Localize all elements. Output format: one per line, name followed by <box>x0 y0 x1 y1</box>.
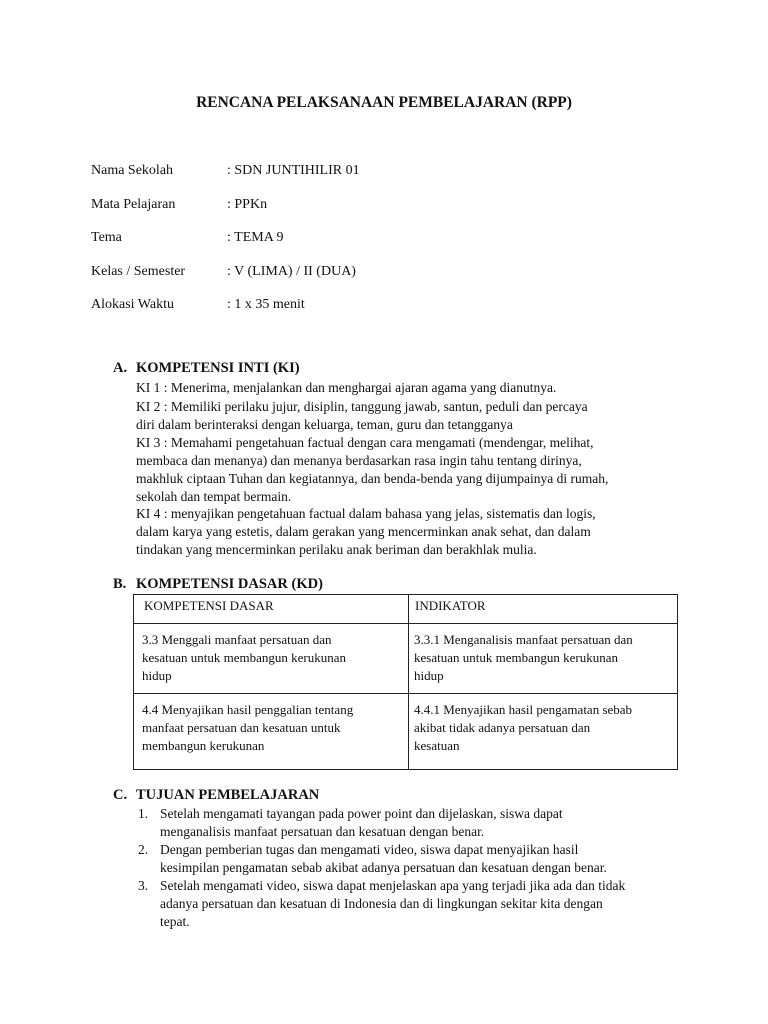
goal-line: Dengan pemberian tugas dan mengamati video, siswa dapat menyajikan hasil <box>160 842 579 857</box>
ki-line: membaca dan menanya) dan menanya berdasarkan rasa ingin tahu tentang dirinya, <box>136 453 582 468</box>
ki-line: KI 2 : Memiliki perilaku jujur, disiplin, tanggung jawab, santun, peduli dan percaya <box>136 399 588 414</box>
identity-label-theme: Tema <box>91 230 122 245</box>
table-cell-indicator: 3.3.1 Menganalisis manfaat persatuan dan <box>414 632 633 647</box>
goal-number: 3. <box>138 878 149 893</box>
identity-value-class: : V (LIMA) / II (DUA) <box>227 264 356 279</box>
identity-value-school: : SDN JUNTIHILIR 01 <box>227 163 360 178</box>
table-header-indicator: INDIKATOR <box>415 598 486 613</box>
table-cell-kd: hidup <box>142 668 172 683</box>
table-cell-kd: membangun kerukunan <box>142 738 265 753</box>
goal-line: adanya persatuan dan kesatuan di Indonesia dan di lingkungan sekitar kita dengan <box>160 896 603 911</box>
table-row-divider <box>134 693 677 694</box>
goal-line: kesimpilan pengamatan sebab akibat adanya persatuan dan kesatuan dengan benar. <box>160 860 607 875</box>
ki-line: makhluk ciptaan Tuhan dan kegiatannya, dan benda-benda yang dijumpainya di rumah, <box>136 471 609 486</box>
table-cell-indicator: 4.4.1 Menyajikan hasil pengamatan sebab <box>414 702 633 717</box>
ki-line: sekolah dan tempat bermain. <box>136 489 292 504</box>
identity-value-theme: : TEMA 9 <box>227 230 284 245</box>
table-cell-kd: 3.3 Menggali manfaat persatuan dan <box>142 632 332 647</box>
document-title: RENCANA PELAKSANAAN PEMBELAJARAN (RPP) <box>196 94 572 111</box>
ki-line: diri dalam berinteraksi dengan keluarga, teman, guru dan tetangganya <box>136 417 513 432</box>
identity-value-subject: : PPKn <box>227 197 268 212</box>
ki-line: KI 3 : Memahami pengetahuan factual dengan cara mengamati (mendengar, melihat, <box>136 435 594 450</box>
table-row-divider <box>134 623 677 624</box>
table-cell-kd: 4.4 Menyajikan hasil penggalian tentang <box>142 702 354 717</box>
table-cell-kd: manfaat persatuan dan kesatuan untuk <box>142 720 341 735</box>
table-cell-indicator: kesatuan untuk membangun kerukunan <box>414 650 618 665</box>
kd-table <box>133 594 678 770</box>
section-a-heading: KOMPETENSI INTI (KI) <box>136 360 300 376</box>
goal-line: tepat. <box>160 914 190 929</box>
identity-label-class: Kelas / Semester <box>91 264 186 279</box>
identity-label-time: Alokasi Waktu <box>91 297 174 312</box>
goal-line: menganalisis manfaat persatuan dan kesatuan dengan benar. <box>160 824 485 839</box>
table-column-divider <box>408 595 409 769</box>
table-cell-indicator: akibat tidak adanya persatuan dan <box>414 720 591 735</box>
table-cell-indicator: hidup <box>414 668 444 683</box>
goal-line: Setelah mengamati tayangan pada power point dan dijelaskan, siswa dapat <box>160 806 563 821</box>
table-header-kd: KOMPETENSI DASAR <box>144 598 274 613</box>
table-cell-indicator: kesatuan <box>414 738 460 753</box>
section-b-heading: KOMPETENSI DASAR (KD) <box>136 576 323 592</box>
ki-line: dalam karya yang estetis, dalam gerakan yang mencerminkan anak sehat, dan dalam <box>136 524 591 539</box>
section-c-letter: C. <box>113 787 128 803</box>
identity-label-subject: Mata Pelajaran <box>91 197 176 212</box>
section-a-letter: A. <box>113 360 128 376</box>
identity-value-time: : 1 x 35 menit <box>227 297 305 312</box>
identity-label-school: Nama Sekolah <box>91 163 174 178</box>
table-cell-kd: kesatuan untuk membangun kerukunan <box>142 650 346 665</box>
goal-number: 2. <box>138 842 149 857</box>
goal-line: Setelah mengamati video, siswa dapat menjelaskan apa yang terjadi jika ada dan tidak <box>160 878 626 893</box>
ki-line: tindakan yang mencerminkan perilaku anak beriman dan berakhlak mulia. <box>136 542 537 557</box>
ki-line: KI 4 : menyajikan pengetahuan factual dalam bahasa yang jelas, sistematis dan logis, <box>136 506 596 521</box>
section-b-letter: B. <box>113 576 127 592</box>
ki-line: KI 1 : Menerima, menjalankan dan menghargai ajaran agama yang dianutnya. <box>136 380 557 395</box>
section-c-heading: TUJUAN PEMBELAJARAN <box>136 787 320 803</box>
goal-number: 1. <box>138 806 149 821</box>
